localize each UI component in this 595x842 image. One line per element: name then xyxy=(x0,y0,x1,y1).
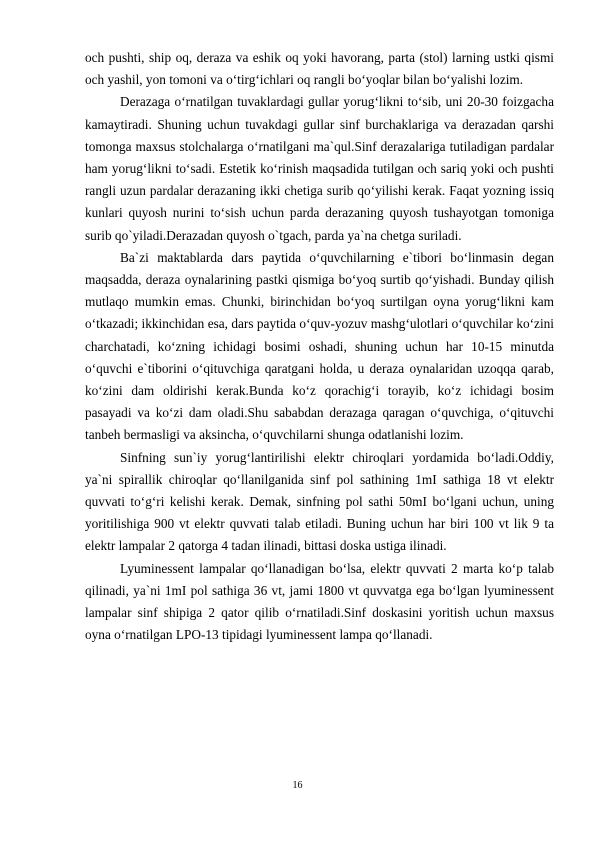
paragraph-artificial-lighting: Sinfning sun`iy yorug‘lantirilishi elektr chiroqlari yordamida bo‘ladi.Oddiy, ya`ni spirallik chiroqlar qo‘llanilganida sinf pol sathining 1mI sathiga 18 vt elektr quvvati to‘g‘ri kelishi kerak. Demak, sinfning pol sathi 50mI bo‘lgani uchun, uning yoritilishiga 900 vt elektr quvvati talab etiladi. Buning uchun har biri 100 vt lik 9 ta elektr lampalar 2 qatorga 4 tadan ilinadi, bittasi doska ustiga ilinadi. xyxy=(85,449,554,554)
paragraph-painted-windows: Ba`zi maktablarda dars paytida o‘quvchilarning e`tibori bo‘linmasin degan maqsadda, deraza oynalarining pastki qismiga bo‘yoq surtib qo‘yishadi. Bunday qilish mutlaqo mumkin emas. Chunki, birinchidan bo‘yoq surtilgan oyna yorug‘likni kam o‘tkazadi; ikkinchidan esa, dars paytida o‘quv-yozuv mashg‘ulotlari o‘quvchilar ko‘zini charchatadi, ko‘zning ichidagi bosimi oshadi, shuning uchun har 10-15 minutda o‘quvchi e`tiborini o‘qituvchiga qaratgani holda, u deraza oynalaridan uzoqqa qarab, ko‘zini dam oldirishi kerak.Bunda ko‘z qorachig‘i torayib, ko‘z ichidagi bosim pasayadi va ko‘zi dam oladi.Shu sababdan derazaga qaragan o‘quvchiga, o‘qituvchi tanbeh bermasligi va aksincha, o‘quvchilarni shunga odatlanishi lozim. xyxy=(85,249,554,443)
paragraph-window-flowers: Derazaga o‘rnatilgan tuvaklardagi gullar yorug‘likni to‘sib, uni 20-30 foizgacha kamaytiradi. Shuning uchun tuvakdagi gullar sinf burchaklariga va derazadan qarshi tomonga maxsus stolchalarga o‘rnatilgani ma`qul.Sinf derazalariga tutiladigan pardalar ham yorug‘likni to‘sadi. Estetik ko‘rinish maqsadida tutilgan och sariq yoki och pushti rangli uzun pardalar derazaning ikki chetiga surib qo‘yilishi kerak. Faqat yozning issiq kunlari quyosh nurini to‘sish uchun parda derazaning quyosh tushayotgan tomoniga surib qo`yiladi.Derazadan quyosh o`tgach, parda ya`na chetga suriladi. xyxy=(85,94,554,243)
page-body xyxy=(85,47,554,646)
paragraph-luminescent-lamps: Lyuminessent lampalar qo‘llanadigan bo‘lsa, elektr quvvati 2 marta ko‘p talab qilinadi, ya`ni 1mI pol sathiga 36 vt, jami 1800 vt quvvatga ega bo‘lgan lyuminessent lampalar sinf shipiga 2 qator qilib o‘rnatiladi.Sinf doskasini yoritish uchun maxsus oyna o‘rnatilgan LPO-13 tipidagi lyuminessent lampa qo‘llanadi. xyxy=(85,560,554,643)
paragraph-continuation: och pushti, ship oq, deraza va eshik oq yoki havorang, parta (stol) larning ustki qismi och yashil, yon tomoni va o‘tirg‘ichlari oq rangli bo‘yoqlar bilan bo‘yalishi lozim. xyxy=(85,50,554,88)
page-number: 16 xyxy=(292,780,303,791)
